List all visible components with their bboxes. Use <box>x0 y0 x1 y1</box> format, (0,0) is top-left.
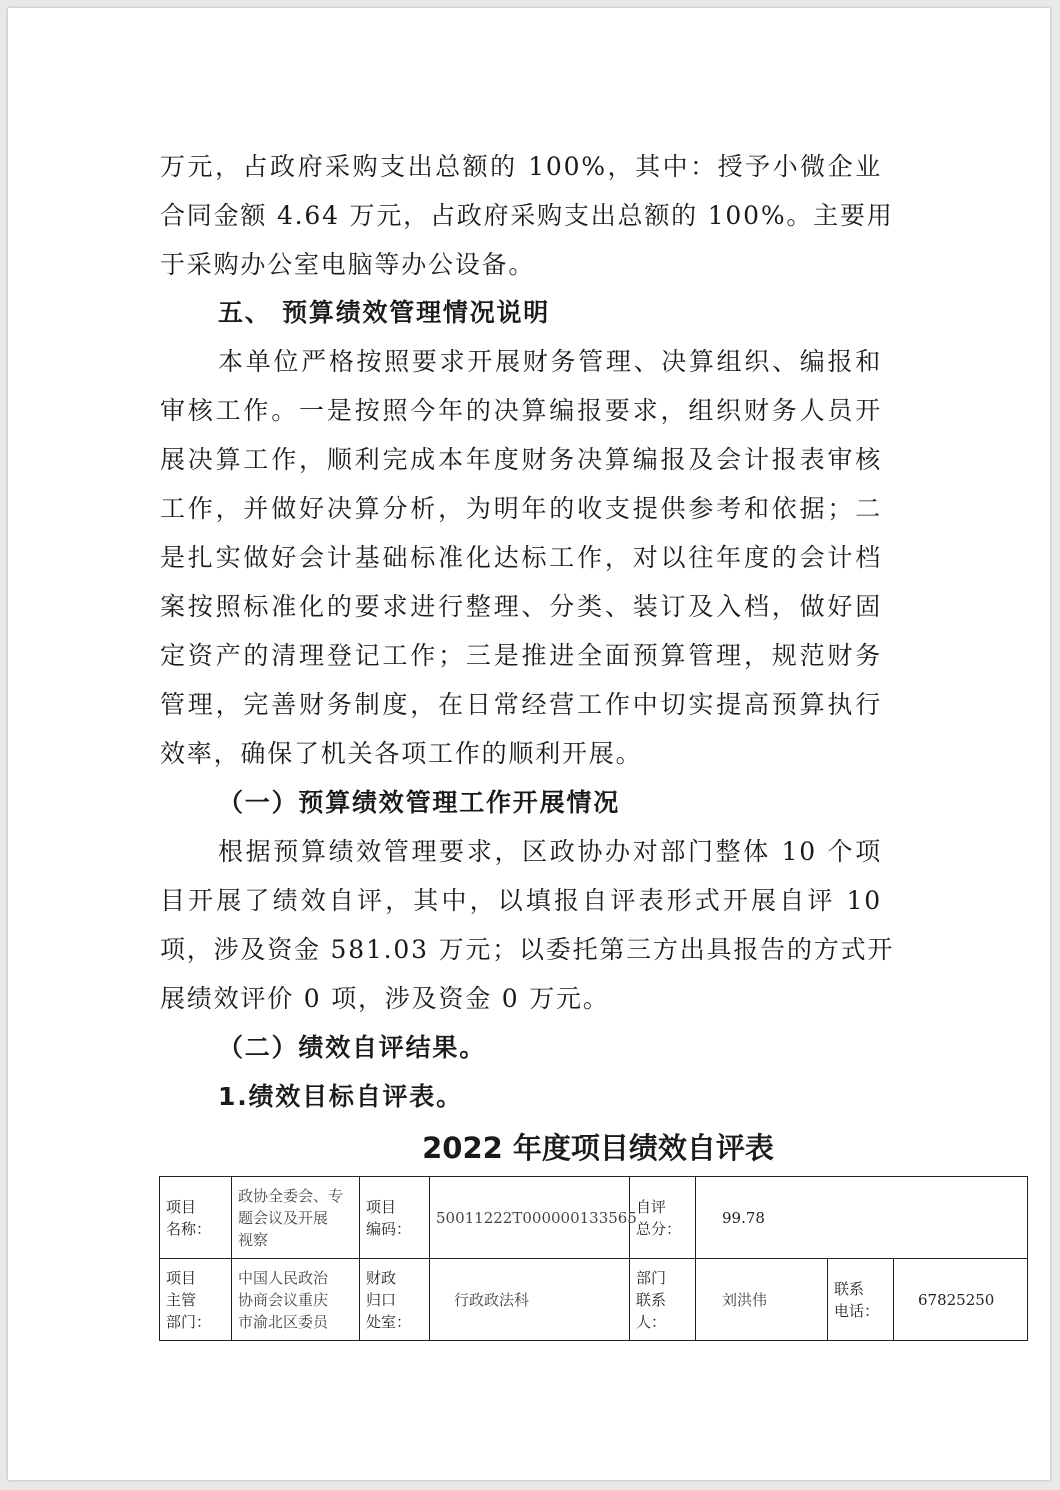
subsection-heading: 1.绩效目标自评表。 <box>218 1082 463 1111</box>
subsection-heading: （二）绩效自评结果。 <box>218 1033 487 1062</box>
score-label: 自评 总分： <box>630 1177 696 1259</box>
paragraph-line: 根据预算绩效管理要求，区政协办对部门整体 10 个项 <box>218 837 882 866</box>
paragraph-line: 效率，确保了机关各项工作的顺利开展。 <box>160 739 643 768</box>
paragraph-line: 管理，完善财务制度，在日常经营工作中切实提高预算执行 <box>160 690 882 719</box>
score-value: 99.78 <box>696 1177 1028 1259</box>
paragraph-line: 于采购办公室电脑等办公设备。 <box>160 250 536 279</box>
project-name-value: 政协全委会、专 题会议及开展 视察 <box>232 1177 360 1259</box>
paragraph-line: 是扎实做好会计基础标准化达标工作，对以往年度的会计档 <box>160 543 882 572</box>
paragraph-line: 万元，占政府采购支出总额的 100%，其中：授予小微企业 <box>160 152 882 181</box>
paragraph-line: 目开展了绩效自评，其中，以填报自评表形式开展自评 10 <box>160 886 882 915</box>
paragraph-line: 案按照标准化的要求进行整理、分类、装订及入档，做好固 <box>160 592 882 621</box>
paragraph-line: 审核工作。一是按照今年的决算编报要求，组织财务人员开 <box>160 396 882 425</box>
paragraph-line: 展决算工作，顺利完成本年度财务决算编报及会计报表审核 <box>160 445 882 474</box>
contact-person-label: 部门 联系 人： <box>630 1259 696 1341</box>
table-row <box>160 1259 1028 1341</box>
table-title: 2022 年度项目绩效自评表 <box>422 1131 774 1165</box>
department-label: 项目 主管 部门： <box>160 1259 232 1341</box>
paragraph-line: 定资产的清理登记工作；三是推进全面预算管理，规范财务 <box>160 641 882 670</box>
performance-evaluation-table <box>159 1176 1028 1341</box>
finance-office-value: 行政政法科 <box>430 1259 630 1341</box>
phone-label: 联系 电话： <box>828 1259 894 1341</box>
section-heading: 五、 预算绩效管理情况说明 <box>218 298 551 327</box>
paragraph-line: 展绩效评价 0 项，涉及资金 0 万元。 <box>160 984 610 1013</box>
project-code-value: 50011222T000000133565 <box>430 1177 630 1259</box>
paragraph-line: 本单位严格按照要求开展财务管理、决算组织、编报和 <box>218 347 882 376</box>
table-row <box>160 1177 1028 1259</box>
project-code-label: 项目 编码： <box>360 1177 430 1259</box>
project-name-label: 项目 名称： <box>160 1177 232 1259</box>
phone-value: 67825250 <box>894 1259 1028 1341</box>
department-value: 中国人民政治 协商会议重庆 市渝北区委员 <box>232 1259 360 1341</box>
contact-person-value: 刘洪伟 <box>696 1259 828 1341</box>
finance-office-label: 财政 归口 处室： <box>360 1259 430 1341</box>
paragraph-line: 项，涉及资金 581.03 万元；以委托第三方出具报告的方式开 <box>160 935 895 964</box>
paragraph-line: 合同金额 4.64 万元，占政府采购支出总额的 100%。主要用 <box>160 201 894 230</box>
paragraph-line: 工作，并做好决算分析，为明年的收支提供参考和依据；二 <box>160 494 882 523</box>
subsection-heading: （一）预算绩效管理工作开展情况 <box>218 788 621 817</box>
